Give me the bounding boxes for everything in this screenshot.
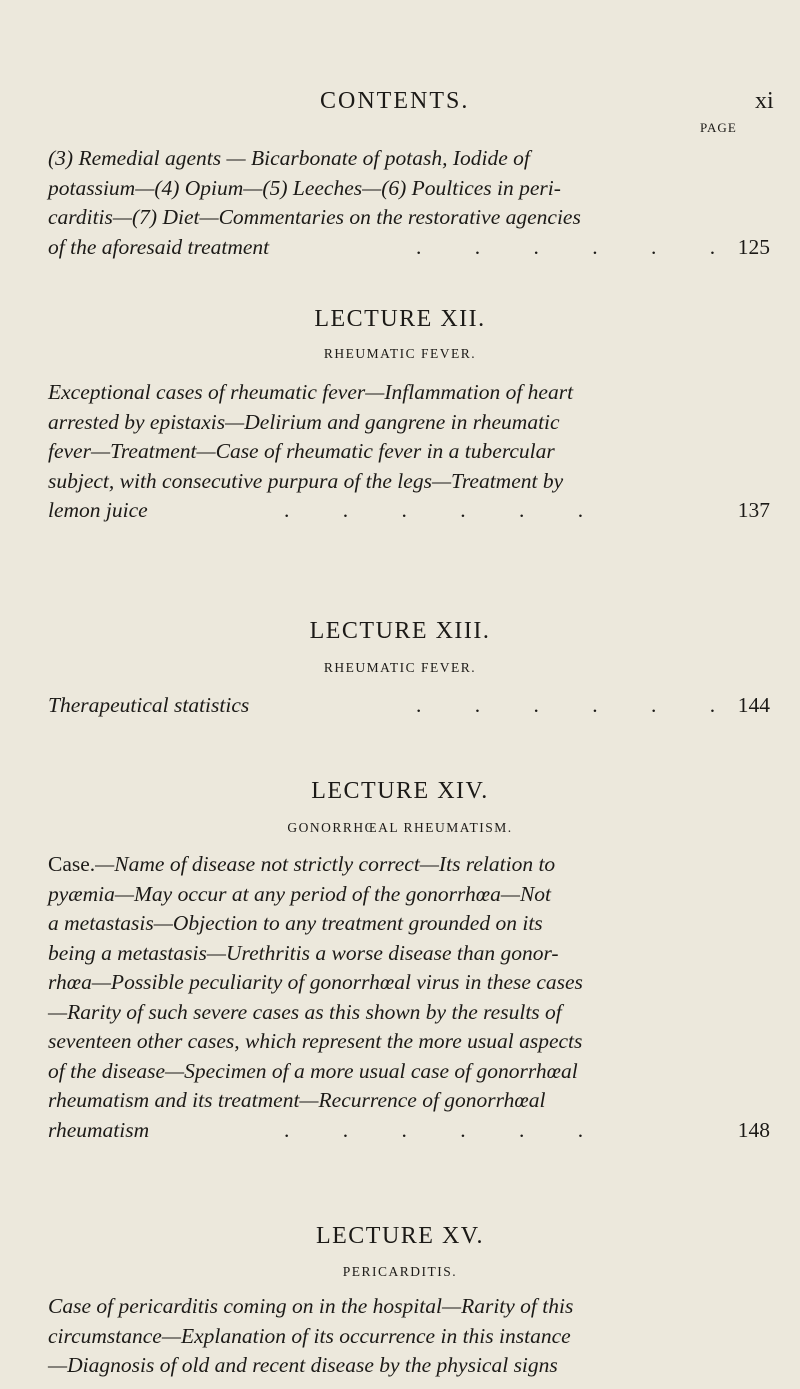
entry-line: a metastasis—Objection to any treatment grounded on its [48,911,543,935]
lecture-heading: LECTURE XIV. [311,778,489,804]
entry-line: —Rarity of such severe cases as this shown by the results of [48,999,562,1024]
page-column-label: PAGE [700,120,737,135]
entry-line: Case of pericarditis coming on in the hospital—Rarity of this [48,1294,574,1318]
entry-line: rheumatism and its treatment—Recurrence of gonorrhœal [48,1088,546,1112]
lecture-subheading: PERICARDITIS. [342,1264,458,1279]
entry-line: arrested by epistaxis—Delirium and gangrene in rheumatic [48,409,560,434]
leader-dots: . . . . . . [416,234,740,259]
contents-entry-lecture-xv [48,1292,770,1381]
lecture-subheading: RHEUMATIC FEVER. [323,660,477,675]
entry-last-line [48,233,770,263]
entry-last-line [48,691,770,721]
entry-line-text: —Name of disease not strictly correct—Its relation to [95,852,556,876]
entry-line: (3) Remedial agents — Bicarbonate of potash, Iodide of [48,146,530,170]
folio-page-number: xi [755,88,774,114]
lecture-subheading: RHEUMATIC FEVER. [323,346,477,361]
entry-page-number: 144 [737,693,770,717]
entry-line: pyæmia—May occur at any period of the gonorrhœa—Not [48,881,552,906]
contents-entry-lecture-xiv [48,850,770,1145]
entry-line: rheumatism [48,1117,150,1142]
leader-dots: . . . . . . [416,693,740,717]
running-head [0,88,800,118]
entry-page-number: 137 [737,498,770,522]
contents-entry-lecture-xii [48,378,770,526]
case-lead: Case. [48,852,96,876]
entry-page-number: 125 [737,234,770,259]
entry-line: Therapeutical statistics [48,693,250,717]
entry-line: seventeen other cases, which represent the more usual aspects [48,1029,583,1053]
contents-entry-lecture-xiii [48,691,770,721]
lecture-heading: LECTURE XV. [315,1223,485,1249]
entry-line: of the aforesaid treatment [48,234,270,259]
entry-line: —Diagnosis of old and recent disease by the physical signs [48,1353,558,1377]
entry-last-line [48,496,770,526]
entry-line [48,850,770,880]
lecture-subheading: GONORRHŒAL RHEUMATISM. [287,820,513,835]
leader-dots: . . . . . . [284,498,608,522]
entry-line: circumstance—Explanation of its occurrence in this instance [48,1323,571,1348]
leader-dots: . . . . . . [284,1117,608,1142]
entry-line: subject, with consecutive purpura of the legs—Treatment by [48,468,564,493]
entry-line: fever—Treatment—Case of rheumatic fever in a tubercular [48,439,555,463]
entry-line: lemon juice [48,498,148,522]
entry-page-number: 148 [737,1117,770,1142]
lecture-heading: LECTURE XII. [314,306,486,332]
entry-line: carditis—(7) Diet—Commentaries on the restorative agencies [48,205,581,229]
running-title: CONTENTS. [320,88,470,114]
entry-line: potassium—(4) Opium—(5) Leeches—(6) Poultices in peri- [48,175,561,200]
entry-line: Exceptional cases of rheumatic fever—Inflammation of heart [48,380,574,404]
lecture-heading: LECTURE XIII. [309,618,491,644]
entry-line: rhœa—Possible peculiarity of gonorrhœal virus in these cases [48,970,583,994]
entry-line: of the disease—Specimen of a more usual case of gonorrhœal [48,1058,578,1083]
entry-line: being a metastasis—Urethritis a worse disease than gonor- [48,940,559,965]
contents-entry-remedial-agents [48,144,770,262]
entry-last-line [48,1116,770,1146]
